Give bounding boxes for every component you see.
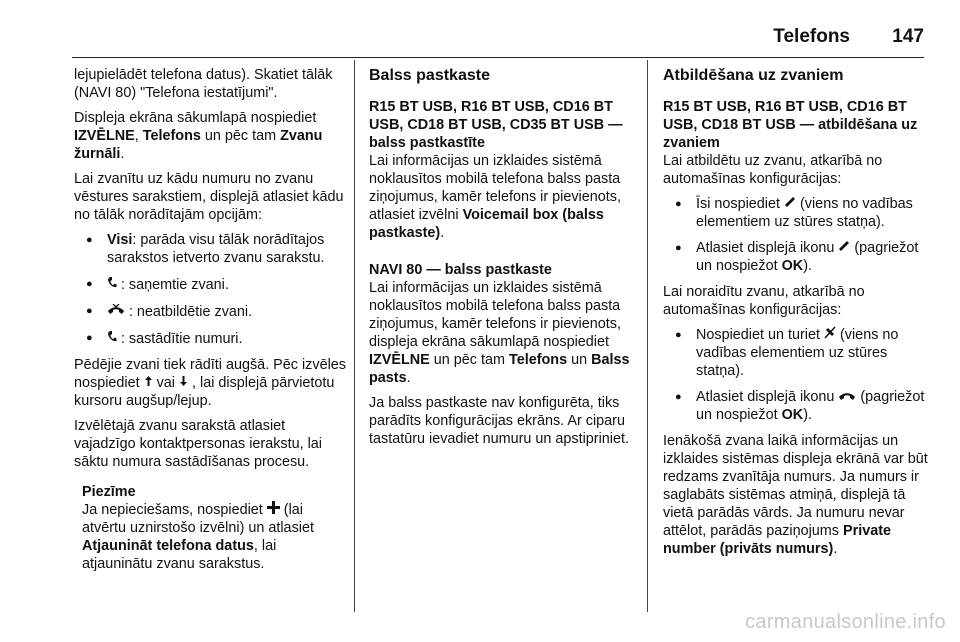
column-3 [663, 66, 931, 565]
paragraph-reject-intro: Lai noraidītu zvanu, atkarībā no automašīnas konfigurācijas: [663, 284, 865, 318]
list-item: ● Atlasiet displejā ikonu (pagriežot un nospiežot OK). [663, 388, 931, 424]
subheading-answering-models: R15 BT USB, R16 BT USB, CD16 BT USB, CD18 BT USB — atbildēšana uz zvaniem [663, 99, 918, 151]
list-item: ● : sastādītie numuri. [74, 329, 346, 348]
paragraph-scroll: Pēdējie zvani tiek rādīti augšā. Pēc izvēles nospiediet vai , lai displejā pārvietotu kursoru augšup/lejup. [74, 357, 346, 409]
paragraph-voicemail-radio: Lai informācijas un izklaides sistēmā noklausītos mobilā telefona balss pasta ziņojumus, kamēr telefons ir pievienots, atlasiet izvēlni Voicemail box (balss pastkaste). [369, 153, 621, 241]
plus-icon [267, 502, 284, 518]
handset-hangup-icon [838, 389, 860, 405]
answer-options [663, 195, 931, 275]
note-box [74, 483, 346, 573]
paragraph-answer-intro: Lai atbildētu uz zvanu, atkarībā no automašīnas konfigurācijas: [663, 153, 883, 187]
reject-options [663, 326, 931, 424]
page-title: Telefons [773, 26, 850, 47]
paragraph-caller-id: Ienākošā zvana laikā informācijas un izklaides sistēmas displeja ekrānā var būt redzams zvanītāja numurs. Ja numurs ir saglabāts sistēmas atmiņā, displejā tā vietā parādās vārds. Ja numuru nevar attēlot, parādās paziņojums Private number (privāts numurs). [663, 433, 928, 557]
page-number: 147 [892, 26, 924, 47]
section-title-answering: Atbildēšana uz zvaniem [663, 67, 844, 84]
arrow-down-icon [179, 375, 192, 391]
list-item: ● Atlasiet displejā ikonu (pagriežot un nospiežot OK). [663, 239, 931, 275]
paragraph-menu-path: Displeja ekrāna sākumlapā nospiediet IZVĒLNE, Telefons un pēc tam Zvanu žurnāli. [74, 110, 323, 162]
handset-reject-icon [824, 327, 840, 343]
handset-answer-icon [838, 240, 854, 256]
list-item: ● Nospiediet un turiet (viens no vadības elementiem uz stūres statņa). [663, 326, 931, 380]
paragraph-options: Lai zvanītu uz kādu numuru no zvanu vēstures sarakstiem, displejā atlasiet kādu no tālāk norādītajām opcijām: [74, 171, 344, 223]
subheading-navi80: NAVI 80 — balss pastkaste [369, 262, 552, 278]
paragraph-select: Izvēlētajā zvanu sarakstā atlasiet vajadzīgo kontaktpersonas ierakstu, lai sāktu numura sastādīšanas procesu. [74, 418, 322, 470]
column-1 [74, 66, 346, 573]
note-title: Piezīme [82, 484, 136, 500]
column-2 [369, 66, 635, 455]
list-item: ● Visi: parāda visu tālāk norādītajos sarakstos ietverto zvanu sarakstu. [74, 231, 346, 267]
watermark: carmanualsonline.info [745, 611, 946, 633]
call-list-options [74, 231, 346, 348]
column-divider-2 [647, 60, 648, 612]
column-divider-1 [354, 60, 355, 612]
paragraph-voicemail-navi: Lai informācijas un izklaides sistēmā noklausītos mobilā telefona balss pasta ziņojumus, kamēr telefons ir pievienots, displeja ekrāna sākumlapā nospiediet IZVĒLNE un pēc tam Telefons un Balss pasts. [369, 280, 630, 386]
page-header [0, 26, 960, 56]
paragraph-intro: lejupielādēt telefona datus). Skatiet tālāk (NAVI 80) "Telefona iestatījumi". [74, 67, 333, 101]
note-body: Ja nepieciešams, nospiediet (lai atvērtu uznirstošo izvēlni) un atlasiet Atjaunināt telefona datus, lai atjauninātu zvanu sarakstus. [82, 502, 314, 572]
subheading-radio-models: R15 BT USB, R16 BT USB, CD16 BT USB, CD18 BT USB, CD35 BT USB — balss pastkastīte [369, 99, 623, 151]
phone-received-icon [107, 276, 121, 292]
section-title-voicemail: Balss pastkaste [369, 67, 490, 84]
list-item: ● Īsi nospiediet (viens no vadības elementiem uz stūres statņa). [663, 195, 931, 231]
paragraph-voicemail-config: Ja balss pastkaste nav konfigurēta, tiks parādīts konfigurācijas ekrāns. Ar ciparu tastatūru ievadiet numuru un apstipriniet. [369, 395, 629, 447]
list-item: ● : saņemtie zvani. [74, 275, 346, 294]
list-item: ● : neatbildētie zvani. [74, 302, 346, 321]
handset-answer-icon [784, 196, 800, 212]
header-rule [72, 57, 924, 58]
arrow-up-icon [144, 375, 157, 391]
phone-missed-icon [107, 303, 129, 319]
phone-dialled-icon [107, 330, 121, 346]
